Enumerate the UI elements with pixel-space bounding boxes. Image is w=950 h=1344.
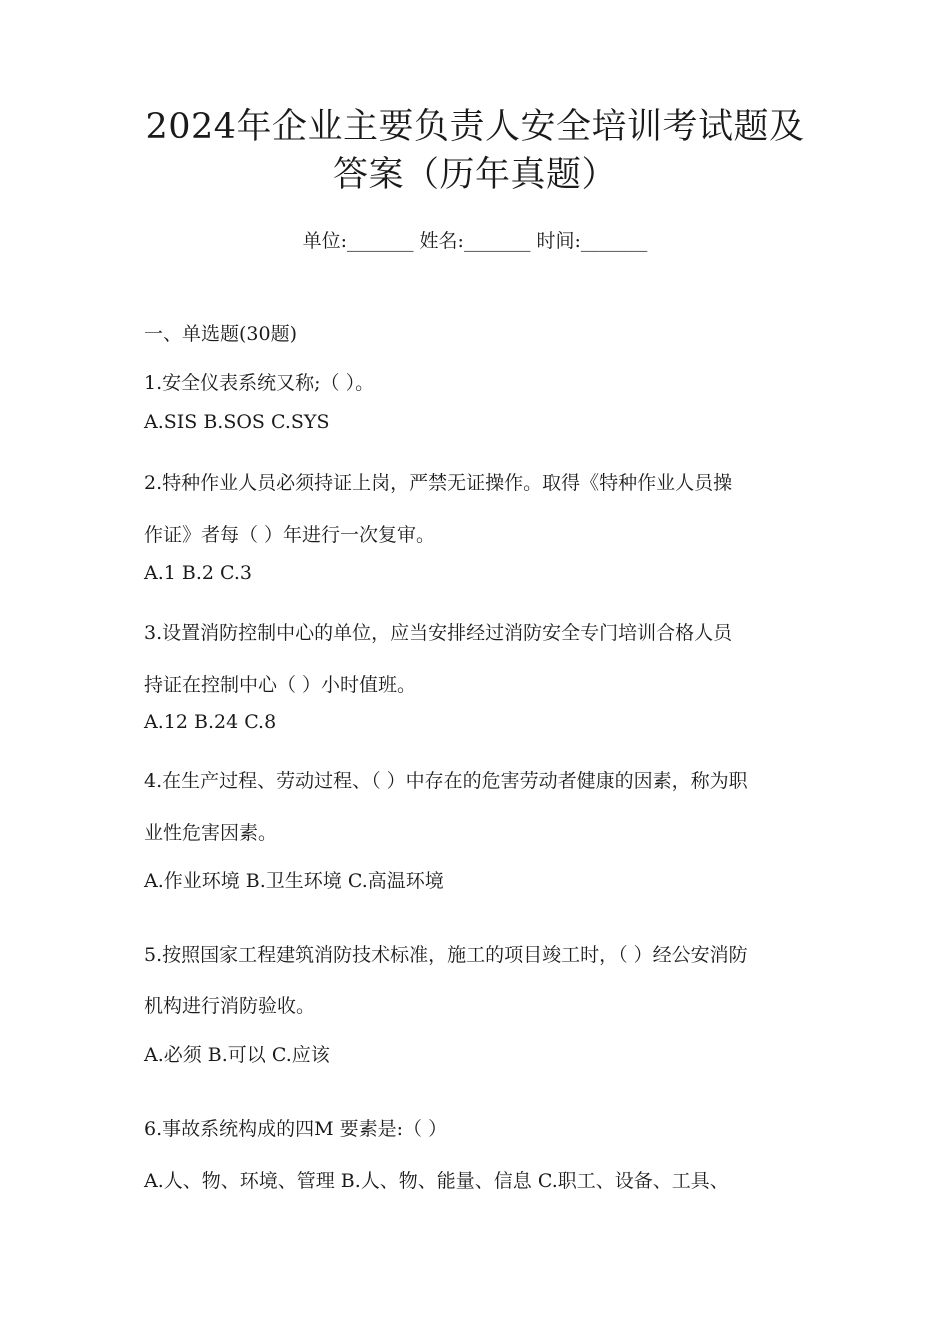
document-title-line-2: 答案（历年真题）: [332, 155, 617, 195]
question-1-options: A.SIS B.SOS C.SYS: [144, 411, 330, 433]
document-title-line-1: 2024年企业主要负责人安全培训考试题及: [145, 107, 805, 147]
question-4-text-line-2: 业性危害因素。: [144, 822, 278, 844]
section-heading: 一、单选题(30题): [144, 323, 298, 345]
question-3-options: A.12 B.24 C.8: [144, 711, 277, 733]
question-5-text-line-2: 机构进行消防验收。: [144, 995, 316, 1017]
question-6-options: A.人、物、环境、管理 B.人、物、能量、信息 C.职工、设备、工具、: [144, 1170, 729, 1192]
question-1-text: 1.安全仪表系统又称;（ ）。: [144, 372, 375, 394]
name-field: 姓名:_______: [419, 230, 531, 252]
question-2-options: A.1 B.2 C.3: [144, 562, 253, 584]
question-4-text-line-1: 4.在生产过程、劳动过程、（ ）中存在的危害劳动者健康的因素，称为职: [144, 770, 748, 792]
question-2-text-line-2: 作证》者每（ ）年进行一次复审。: [144, 524, 436, 546]
question-5-options: A.必须 B.可以 C.应该: [144, 1044, 330, 1066]
question-4-options: A.作业环境 B.卫生环境 C.高温环境: [144, 870, 444, 892]
meta-fields: [0, 226, 950, 253]
question-3-text-line-1: 3.设置消防控制中心的单位，应当安排经过消防安全专门培训合格人员: [144, 622, 733, 644]
question-2-text-line-1: 2.特种作业人员必须持证上岗，严禁无证操作。取得《特种作业人员操: [144, 472, 733, 494]
time-field: 时间:_______: [536, 230, 648, 252]
unit-field: 单位:_______: [302, 230, 414, 252]
question-5-text-line-1: 5.按照国家工程建筑消防技术标准，施工的项目竣工时，（ ）经公安消防: [144, 944, 748, 966]
question-3-text-line-2: 持证在控制中心（ ）小时值班。: [144, 674, 417, 696]
question-6-text: 6.事故系统构成的四M 要素是:（ ）: [144, 1118, 448, 1140]
